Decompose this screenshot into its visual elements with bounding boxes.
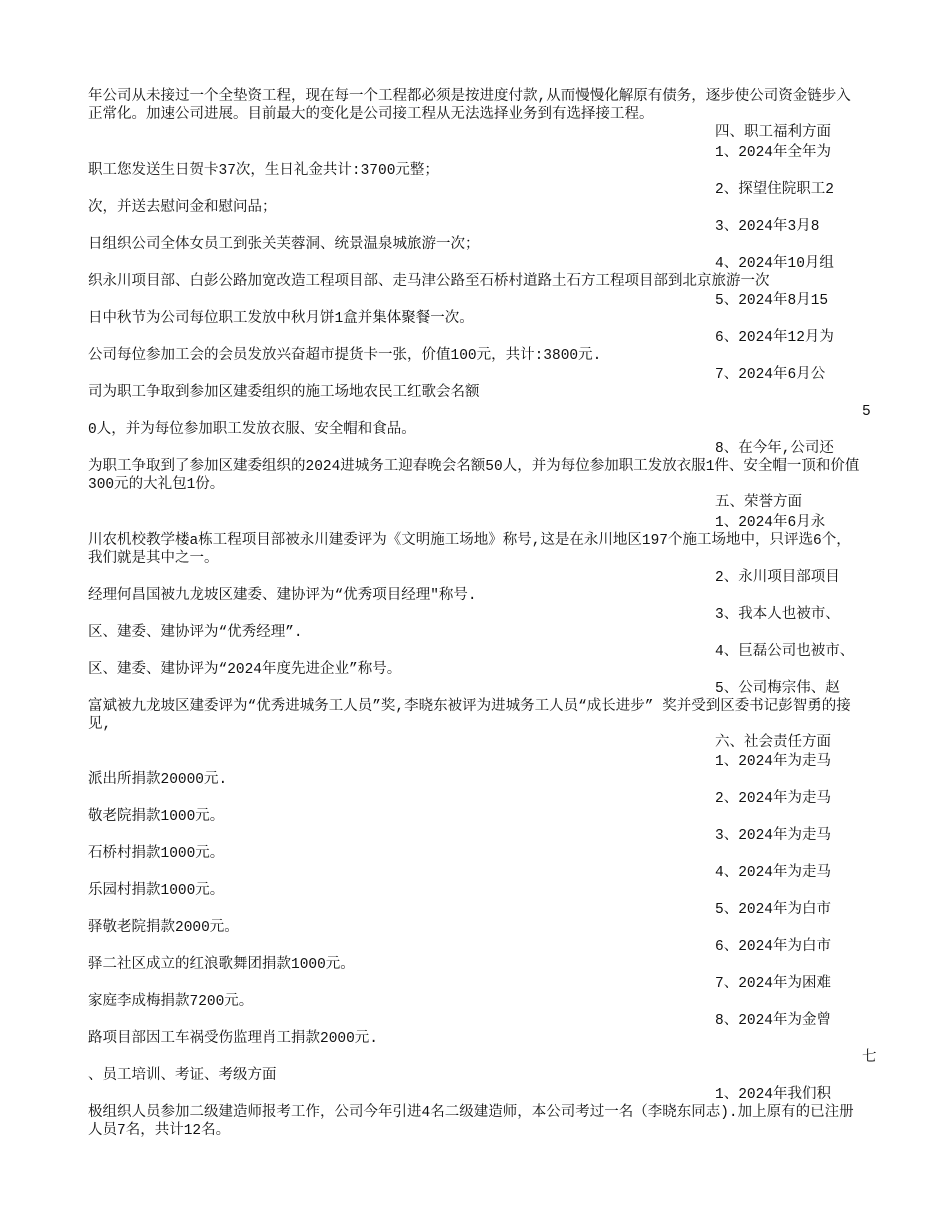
honor-item-1-start: 1、2024年6月永	[715, 515, 826, 531]
donation-item-6-text: 驿二社区成立的红浪歌舞团捐款1000元。	[88, 957, 355, 973]
donation-item-1-start: 1、2024年为走马	[715, 754, 832, 770]
donation-item-7-start: 7、2024年为困难	[715, 976, 832, 992]
welfare-item-2-text: 次，并送去慰问金和慰问品；	[88, 200, 277, 216]
welfare-item-8-text: 为职工争取到了参加区建委组织的2024进城务工迎春晚会名额50人，并为每位参加职工发放衣服1件、安全帽一顶和价值300元的大礼包1份。	[88, 459, 860, 493]
welfare-item-7-text: 司为职工争取到参加区建委组织的施工场地农民工红歌会名额	[88, 385, 480, 401]
honor-item-3-start: 3、我本人也被市、	[715, 607, 840, 623]
donation-item-3-start: 3、2024年为走马	[715, 828, 832, 844]
honor-item-4-start: 4、巨磊公司也被市、	[715, 644, 855, 660]
donation-item-5-start: 5、2024年为白市	[715, 902, 832, 918]
welfare-item-7-start: 7、2024年6月公	[715, 367, 826, 383]
welfare-item-5-start: 5、2024年8月15	[715, 293, 829, 309]
donation-item-4-start: 4、2024年为走马	[715, 865, 832, 881]
donation-item-8-start: 8、2024年为金曾	[715, 1013, 832, 1029]
donation-item-5-text: 驿敬老院捐款2000元。	[88, 920, 239, 936]
welfare-item-4-text: 织永川项目部、白彭公路加宽改造工程项目部、走马津公路至石桥村道路土石方工程项目部到北京旅游一次	[88, 274, 770, 290]
donation-item-2-text: 敬老院捐款1000元。	[88, 809, 225, 825]
donation-item-8-text: 路项目部因工车祸受伤监理肖工捐款2000元.	[88, 1031, 379, 1047]
honor-item-5-start: 5、公司梅宗伟、赵	[715, 681, 840, 697]
welfare-item-2-start: 2、探望住院职工2	[715, 182, 834, 198]
honor-item-5-text: 富斌被九龙坡区建委评为“优秀进城务工人员”奖,李晓东被评为进城务工人员“成长进步” 奖并受到区委书记彭智勇的接见,	[88, 699, 851, 733]
donation-item-2-start: 2、2024年为走马	[715, 791, 832, 807]
welfare-item-7-continued-digit: 5	[862, 404, 871, 420]
training-item-1-start: 1、2024年我们积	[715, 1087, 832, 1103]
training-item-1-text: 极组织人员参加二级建造师报考工作，公司今年引进4名二级建造师，本公司考过一名（李晓东同志).加上原有的已注册人员7名，共计12名。	[88, 1105, 854, 1139]
section-heading-training: 、员工培训、考证、考级方面	[88, 1068, 277, 1084]
section-heading-social-responsibility: 六、社会责任方面	[715, 735, 831, 751]
welfare-item-3-start: 3、2024年3月8	[715, 219, 820, 235]
honor-item-3-text: 区、建委、建协评为“优秀经理”.	[88, 625, 303, 641]
welfare-item-5-text: 日中秋节为公司每位职工发放中秋月饼1盒并集体聚餐一次。	[88, 311, 474, 327]
welfare-item-1-text: 职工您发送生日贺卡37次，生日礼金共计:3700元整；	[88, 163, 439, 179]
intro-paragraph: 年公司从未接过一个全垫资工程，现在每一个工程都必须是按进度付款,从而慢慢化解原有债务，逐步使公司资金链步入正常化。加速公司进展。目前最大的变化是公司接工程从无法选择业务到有选择接工程。	[88, 89, 851, 123]
welfare-item-3-text: 日组织公司全体女员工到张关芙蓉洞、统景温泉城旅游一次；	[88, 237, 480, 253]
welfare-item-6-start: 6、2024年12月为	[715, 330, 834, 346]
donation-item-1-text: 派出所捐款20000元.	[88, 772, 228, 788]
honor-item-2-start: 2、永川项目部项目	[715, 570, 840, 586]
welfare-item-7-continued-text: 0人，并为每位参加职工发放衣服、安全帽和食品。	[88, 422, 416, 438]
donation-item-6-start: 6、2024年为白市	[715, 939, 832, 955]
welfare-item-4-start: 4、2024年10月组	[715, 256, 834, 272]
section-heading-welfare: 四、职工福利方面	[715, 125, 831, 141]
donation-item-7-text: 家庭李成梅捐款7200元。	[88, 994, 254, 1010]
honor-item-2-text: 经理何昌国被九龙坡区建委、建协评为“优秀项目经理"称号.	[88, 588, 477, 604]
section-number-training: 七	[862, 1050, 877, 1066]
welfare-item-1-start: 1、2024年全年为	[715, 145, 832, 161]
honor-item-4-text: 区、建委、建协评为“2024年度先进企业”称号。	[88, 662, 402, 678]
donation-item-3-text: 石桥村捐款1000元。	[88, 846, 225, 862]
welfare-item-8-start: 8、在今年,公司还	[715, 441, 834, 457]
welfare-item-6-text: 公司每位参加工会的会员发放兴奋超市提货卡一张，价值100元，共计:3800元.	[88, 348, 602, 364]
honor-item-1-text: 川农机校教学楼a栋工程项目部被永川建委评为《文明施工场地》称号,这是在永川地区197个施工场地中，只评选6个，我们就是其中之一。	[88, 533, 851, 567]
donation-item-4-text: 乐园村捐款1000元。	[88, 883, 225, 899]
section-heading-honors: 五、荣誉方面	[715, 495, 802, 511]
